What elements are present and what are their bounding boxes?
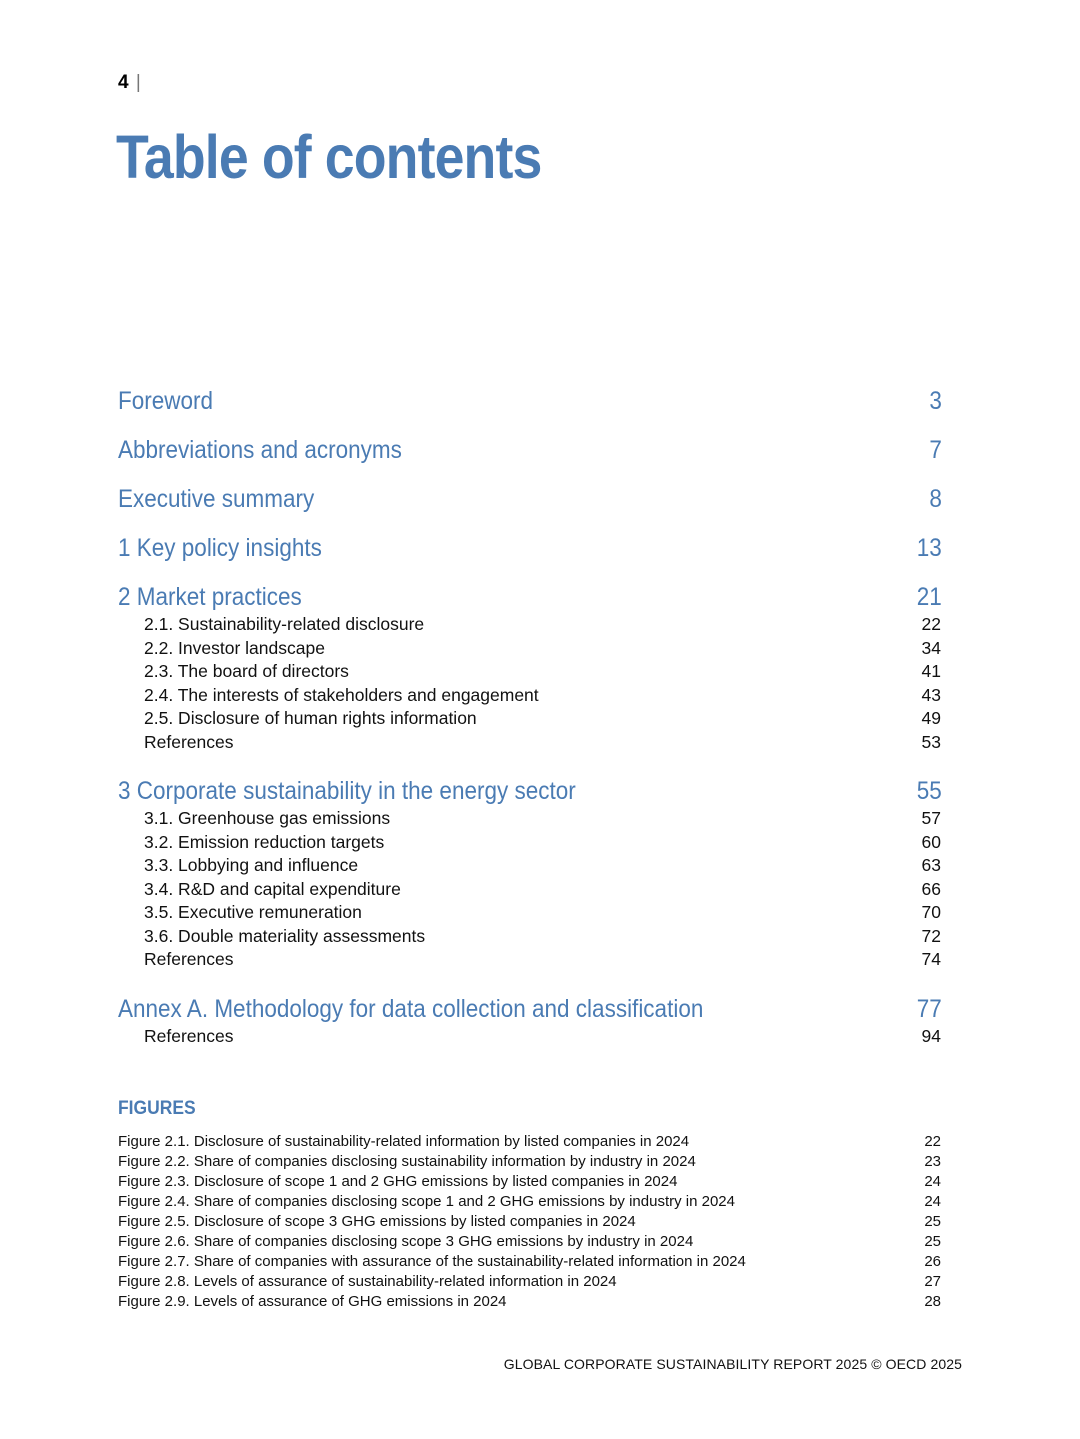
toc-subentry-page: 94 xyxy=(921,1025,941,1046)
toc-entry-page: 7 xyxy=(929,436,942,464)
figure-entry-label[interactable]: Figure 2.8. Levels of assurance of sustainability-related information in 2024 xyxy=(118,1273,617,1290)
figure-entry-label[interactable]: Figure 2.6. Share of companies disclosing scope 3 GHG emissions by industry in 2024 xyxy=(118,1233,694,1250)
toc-subentry-page: 57 xyxy=(921,808,941,828)
figure-entry[interactable] xyxy=(118,1212,942,1232)
toc-entry[interactable] xyxy=(118,531,942,580)
figure-entry-label[interactable]: Figure 2.1. Disclosure of sustainability-related information by listed companies in 2024 xyxy=(118,1133,690,1150)
toc-subentry[interactable] xyxy=(118,831,942,855)
toc-entry-label[interactable]: 1 Key policy insights xyxy=(118,534,322,562)
toc-subentry-label[interactable]: 2.2. Investor landscape xyxy=(144,637,325,658)
toc-subentry[interactable] xyxy=(118,854,942,878)
figure-rows xyxy=(118,1132,942,1312)
toc-subentry[interactable] xyxy=(118,707,942,731)
page-number-separator: | xyxy=(135,72,141,93)
toc-subentry-page: 49 xyxy=(921,708,941,728)
figure-entry[interactable] xyxy=(118,1232,942,1252)
toc-entry-label[interactable]: Executive summary xyxy=(118,485,315,513)
toc-entry-page: 3 xyxy=(929,387,942,415)
toc-subentry[interactable] xyxy=(118,613,942,637)
figure-entry-page: 22 xyxy=(924,1133,941,1150)
toc-entry[interactable] xyxy=(118,433,942,482)
figure-entry-page: 24 xyxy=(924,1193,941,1210)
toc-subentry[interactable] xyxy=(118,660,942,684)
toc-subentry-page: 41 xyxy=(921,661,941,681)
figure-entry[interactable] xyxy=(118,1172,942,1192)
toc-subentry[interactable] xyxy=(118,807,942,831)
toc-entry-page: 21 xyxy=(916,583,942,611)
toc-entry[interactable] xyxy=(118,774,942,807)
toc-subentry-label[interactable]: 3.4. R&D and capital expenditure xyxy=(144,878,401,899)
toc-subentry-page: 53 xyxy=(921,731,941,752)
toc-subentry-label[interactable]: 3.2. Emission reduction targets xyxy=(144,831,385,852)
toc-subentry[interactable] xyxy=(118,637,942,661)
toc-subsection-list xyxy=(118,807,942,972)
figure-entry-label[interactable]: Figure 2.5. Disclosure of scope 3 GHG emissions by listed companies in 2024 xyxy=(118,1213,636,1230)
figure-entry-page: 24 xyxy=(924,1173,941,1190)
page-number xyxy=(118,72,141,94)
figure-entry-label[interactable]: Figure 2.2. Share of companies disclosing sustainability information by industry in 2024 xyxy=(118,1153,696,1170)
figure-entry-page: 26 xyxy=(924,1253,941,1270)
figure-entry-page: 27 xyxy=(924,1273,941,1290)
toc-subentry-page: 74 xyxy=(921,949,941,969)
toc-subentry-label[interactable]: 3.5. Executive remuneration xyxy=(144,902,362,922)
toc-subsection-list xyxy=(118,1025,942,1049)
toc-subentry-page: 22 xyxy=(921,614,941,634)
toc-subentry-page: 72 xyxy=(921,925,941,946)
toc-subentry-label[interactable]: 3.6. Double materiality assessments xyxy=(144,925,426,946)
toc-entry-label[interactable]: Annex A. Methodology for data collection and classification xyxy=(118,994,704,1023)
toc-entry-label[interactable]: 3 Corporate sustainability in the energy sector xyxy=(118,777,576,805)
toc-subentry-label[interactable]: References xyxy=(144,731,234,752)
toc-subsection-list xyxy=(118,613,942,754)
figure-entry[interactable] xyxy=(118,1192,942,1212)
toc-subentry[interactable] xyxy=(118,684,942,708)
toc-entry[interactable] xyxy=(118,384,942,433)
toc-subentry[interactable] xyxy=(118,878,942,902)
toc-entry[interactable] xyxy=(118,580,942,613)
figure-entry[interactable] xyxy=(118,1152,942,1172)
figure-entry[interactable] xyxy=(118,1252,942,1272)
page-number-value: 4 xyxy=(118,72,129,93)
toc-subentry-label[interactable]: 3.1. Greenhouse gas emissions xyxy=(144,808,391,828)
toc-subentry-label[interactable]: References xyxy=(144,1025,234,1046)
toc-subentry[interactable] xyxy=(118,901,942,925)
toc-entry[interactable] xyxy=(118,482,942,531)
toc-entry-page: 13 xyxy=(916,534,942,562)
toc-subentry-page: 43 xyxy=(921,684,941,705)
toc-entry-label[interactable]: Abbreviations and acronyms xyxy=(118,436,402,464)
toc-entry-page: 77 xyxy=(916,994,942,1023)
toc-subentry-label[interactable]: 2.4. The interests of stakeholders and engagement xyxy=(144,684,539,705)
toc-subentry[interactable] xyxy=(118,925,942,949)
figures-list xyxy=(118,1098,942,1312)
table-of-contents xyxy=(118,384,942,1068)
page-title: Table of contents xyxy=(116,123,542,191)
page-footer: GLOBAL CORPORATE SUSTAINABILITY REPORT 2025 © OECD 2025 xyxy=(503,1356,962,1372)
toc-subentry-label[interactable]: References xyxy=(144,949,234,969)
toc-subentry-page: 70 xyxy=(921,902,941,922)
figure-entry-label[interactable]: Figure 2.7. Share of companies with assurance of the sustainability-related information in 2024 xyxy=(118,1253,746,1270)
toc-subentry-label[interactable]: 2.5. Disclosure of human rights information xyxy=(144,708,477,728)
figure-entry[interactable] xyxy=(118,1272,942,1292)
toc-subentry-label[interactable]: 2.1. Sustainability-related disclosure xyxy=(144,614,425,634)
toc-entry-page: 55 xyxy=(916,777,942,805)
toc-entry-label[interactable]: 2 Market practices xyxy=(118,583,302,611)
toc-subentry-label[interactable]: 3.3. Lobbying and influence xyxy=(144,855,359,875)
toc-subentry-page: 60 xyxy=(921,831,941,852)
toc-subentry-page: 34 xyxy=(921,637,941,658)
figure-entry-page: 25 xyxy=(924,1213,941,1230)
figure-entry-label[interactable]: Figure 2.4. Share of companies disclosing scope 1 and 2 GHG emissions by industry in 2024 xyxy=(118,1193,735,1210)
toc-subentry[interactable] xyxy=(118,948,942,972)
toc-entry-page: 8 xyxy=(929,485,942,513)
figure-entry[interactable] xyxy=(118,1132,942,1152)
toc-entry[interactable] xyxy=(118,992,942,1025)
figure-entry-page: 25 xyxy=(924,1233,941,1250)
toc-entry-label[interactable]: Foreword xyxy=(118,387,214,415)
figures-heading: FIGURES xyxy=(118,1098,196,1119)
figure-entry-page: 28 xyxy=(924,1293,941,1310)
toc-subentry[interactable] xyxy=(118,731,942,755)
figure-entry-label[interactable]: Figure 2.9. Levels of assurance of GHG emissions in 2024 xyxy=(118,1293,507,1310)
figure-entry-page: 23 xyxy=(924,1153,941,1170)
toc-subentry[interactable] xyxy=(118,1025,942,1049)
figure-entry[interactable] xyxy=(118,1292,942,1312)
toc-subentry-page: 63 xyxy=(921,855,941,875)
toc-subentry-label[interactable]: 2.3. The board of directors xyxy=(144,661,349,681)
toc-subentry-page: 66 xyxy=(921,878,941,899)
figure-entry-label[interactable]: Figure 2.3. Disclosure of scope 1 and 2 GHG emissions by listed companies in 2024 xyxy=(118,1173,678,1190)
